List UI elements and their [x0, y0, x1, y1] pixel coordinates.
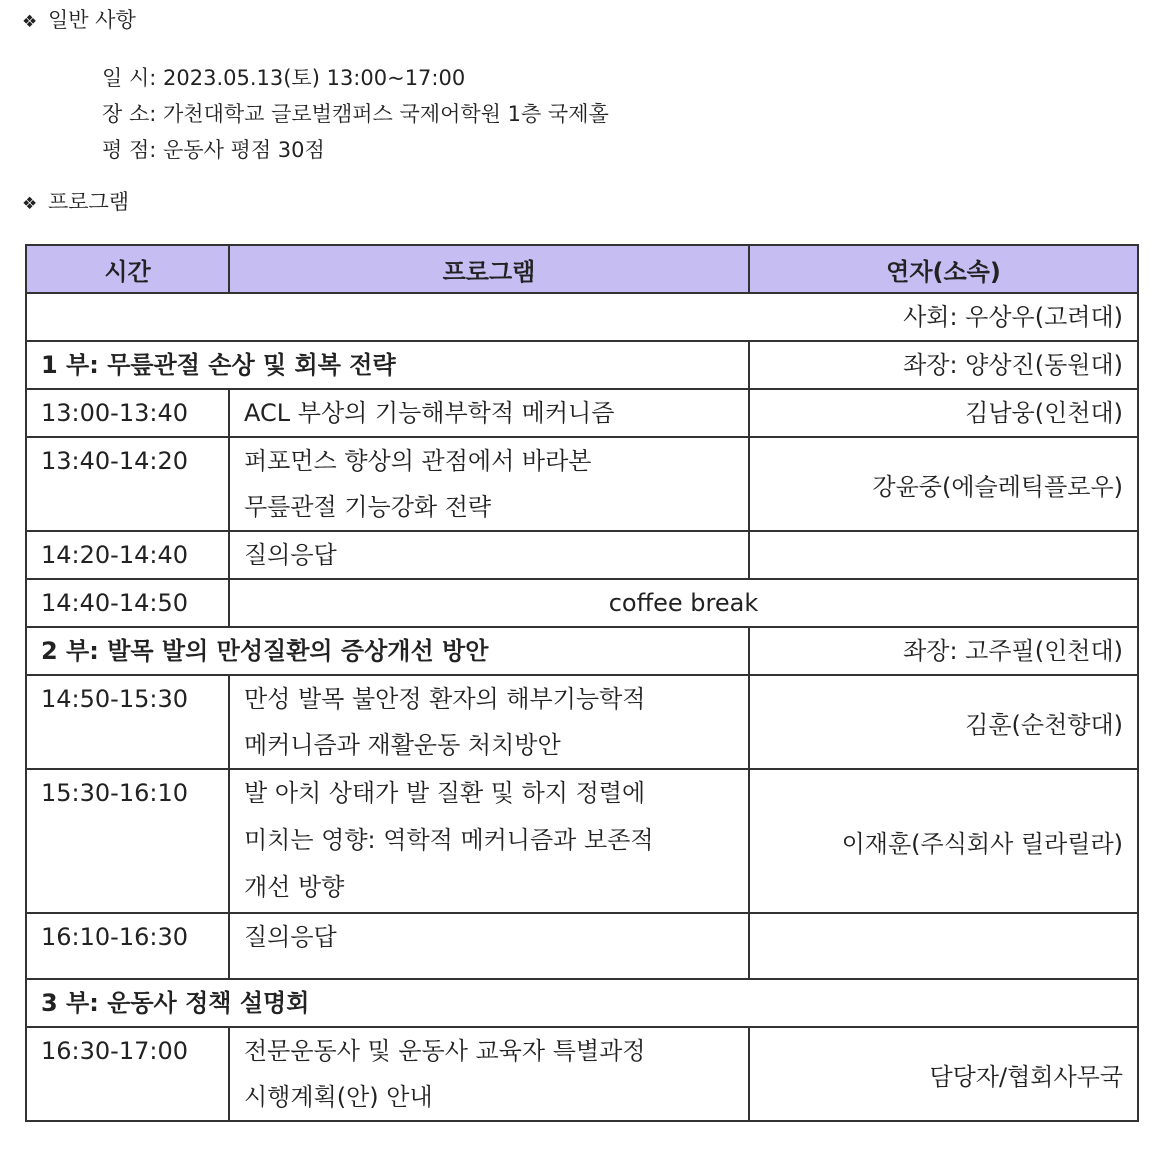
time-cell: 16:30-17:00 [26, 1027, 229, 1121]
table-header-row [26, 245, 1138, 293]
program-cell [229, 1027, 749, 1121]
time-cell: 14:50-15:30 [26, 675, 229, 769]
section-general-title: 일반 사항 [47, 8, 136, 32]
part-row [26, 979, 1138, 1027]
event-points: 평 점: 운동사 평점 30점 [102, 138, 325, 162]
part2-chair: 좌장: 고주필(인천대) [749, 627, 1138, 675]
diamond-bullet-icon: ❖ [22, 194, 38, 214]
speaker-cell: 강윤중(에슬레틱플로우) [749, 437, 1138, 531]
time-cell: 13:40-14:20 [26, 437, 229, 531]
part3-title: 3 부: 운동사 정책 설명회 [26, 979, 1138, 1027]
program-line: 퍼포먼스 향상의 관점에서 바라본 [244, 447, 592, 475]
table-row [26, 579, 1138, 627]
event-date: 일 시: 2023.05.13(토) 13:00~17:00 [102, 66, 466, 90]
part-row [26, 341, 1138, 389]
program-line: 무릎관절 기능강화 전략 [244, 493, 492, 521]
time-cell: 13:00-13:40 [26, 389, 229, 437]
general-info [102, 60, 609, 168]
table-row [26, 293, 1138, 341]
header-program: 프로그램 [229, 245, 749, 293]
program-cell: ACL 부상의 기능해부학적 메커니즘 [229, 389, 749, 437]
time-cell: 14:20-14:40 [26, 531, 229, 579]
table-row [26, 675, 1138, 769]
time-cell: 16:10-16:30 [26, 913, 229, 979]
part-row [26, 627, 1138, 675]
table-row [26, 769, 1138, 913]
speaker-cell: 이재훈(주식회사 릴라릴라) [749, 769, 1138, 913]
program-cell [229, 675, 749, 769]
part2-title: 2 부: 발목 발의 만성질환의 증상개선 방안 [26, 627, 749, 675]
part1-chair: 좌장: 양상진(동원대) [749, 341, 1138, 389]
section-general-heading [22, 4, 136, 34]
speaker-cell [749, 531, 1138, 579]
program-line: 전문운동사 및 운동사 교육자 특별과정 [244, 1037, 646, 1065]
part1-title: 1 부: 무릎관절 손상 및 회복 전략 [26, 341, 749, 389]
header-speaker: 연자(소속) [749, 245, 1138, 293]
diamond-bullet-icon: ❖ [22, 12, 38, 32]
program-line: 발 아치 상태가 발 질환 및 하지 정렬에 [244, 779, 646, 807]
speaker-cell: 담당자/협회사무국 [749, 1027, 1138, 1121]
speaker-cell: 김훈(순천향대) [749, 675, 1138, 769]
program-cell [229, 437, 749, 531]
program-table [25, 244, 1139, 1122]
program-line: 미치는 영향: 역학적 메커니즘과 보존적 [244, 826, 654, 854]
table-row [26, 437, 1138, 531]
host-cell: 사회: 우상우(고려대) [26, 293, 1138, 341]
header-time: 시간 [26, 245, 229, 293]
program-cell: 질의응답 [229, 913, 749, 979]
time-cell: 14:40-14:50 [26, 579, 229, 627]
time-cell: 15:30-16:10 [26, 769, 229, 913]
program-cell [229, 769, 749, 913]
event-place: 장 소: 가천대학교 글로벌캠퍼스 국제어학원 1층 국제홀 [102, 102, 609, 126]
program-line: 시행계획(안) 안내 [244, 1083, 433, 1111]
coffee-break-cell: coffee break [229, 579, 1138, 627]
program-line: 메커니즘과 재활운동 처치방안 [244, 731, 561, 759]
section-program-title: 프로그램 [47, 190, 130, 214]
speaker-cell [749, 913, 1138, 979]
program-cell: 질의응답 [229, 531, 749, 579]
section-program-heading [22, 186, 129, 216]
program-line: 개선 방향 [244, 873, 345, 901]
table-row [26, 1027, 1138, 1121]
table-row [26, 913, 1138, 979]
table-row [26, 389, 1138, 437]
table-row [26, 531, 1138, 579]
program-line: 만성 발목 불안정 환자의 해부기능학적 [244, 685, 646, 713]
speaker-cell: 김남웅(인천대) [749, 389, 1138, 437]
